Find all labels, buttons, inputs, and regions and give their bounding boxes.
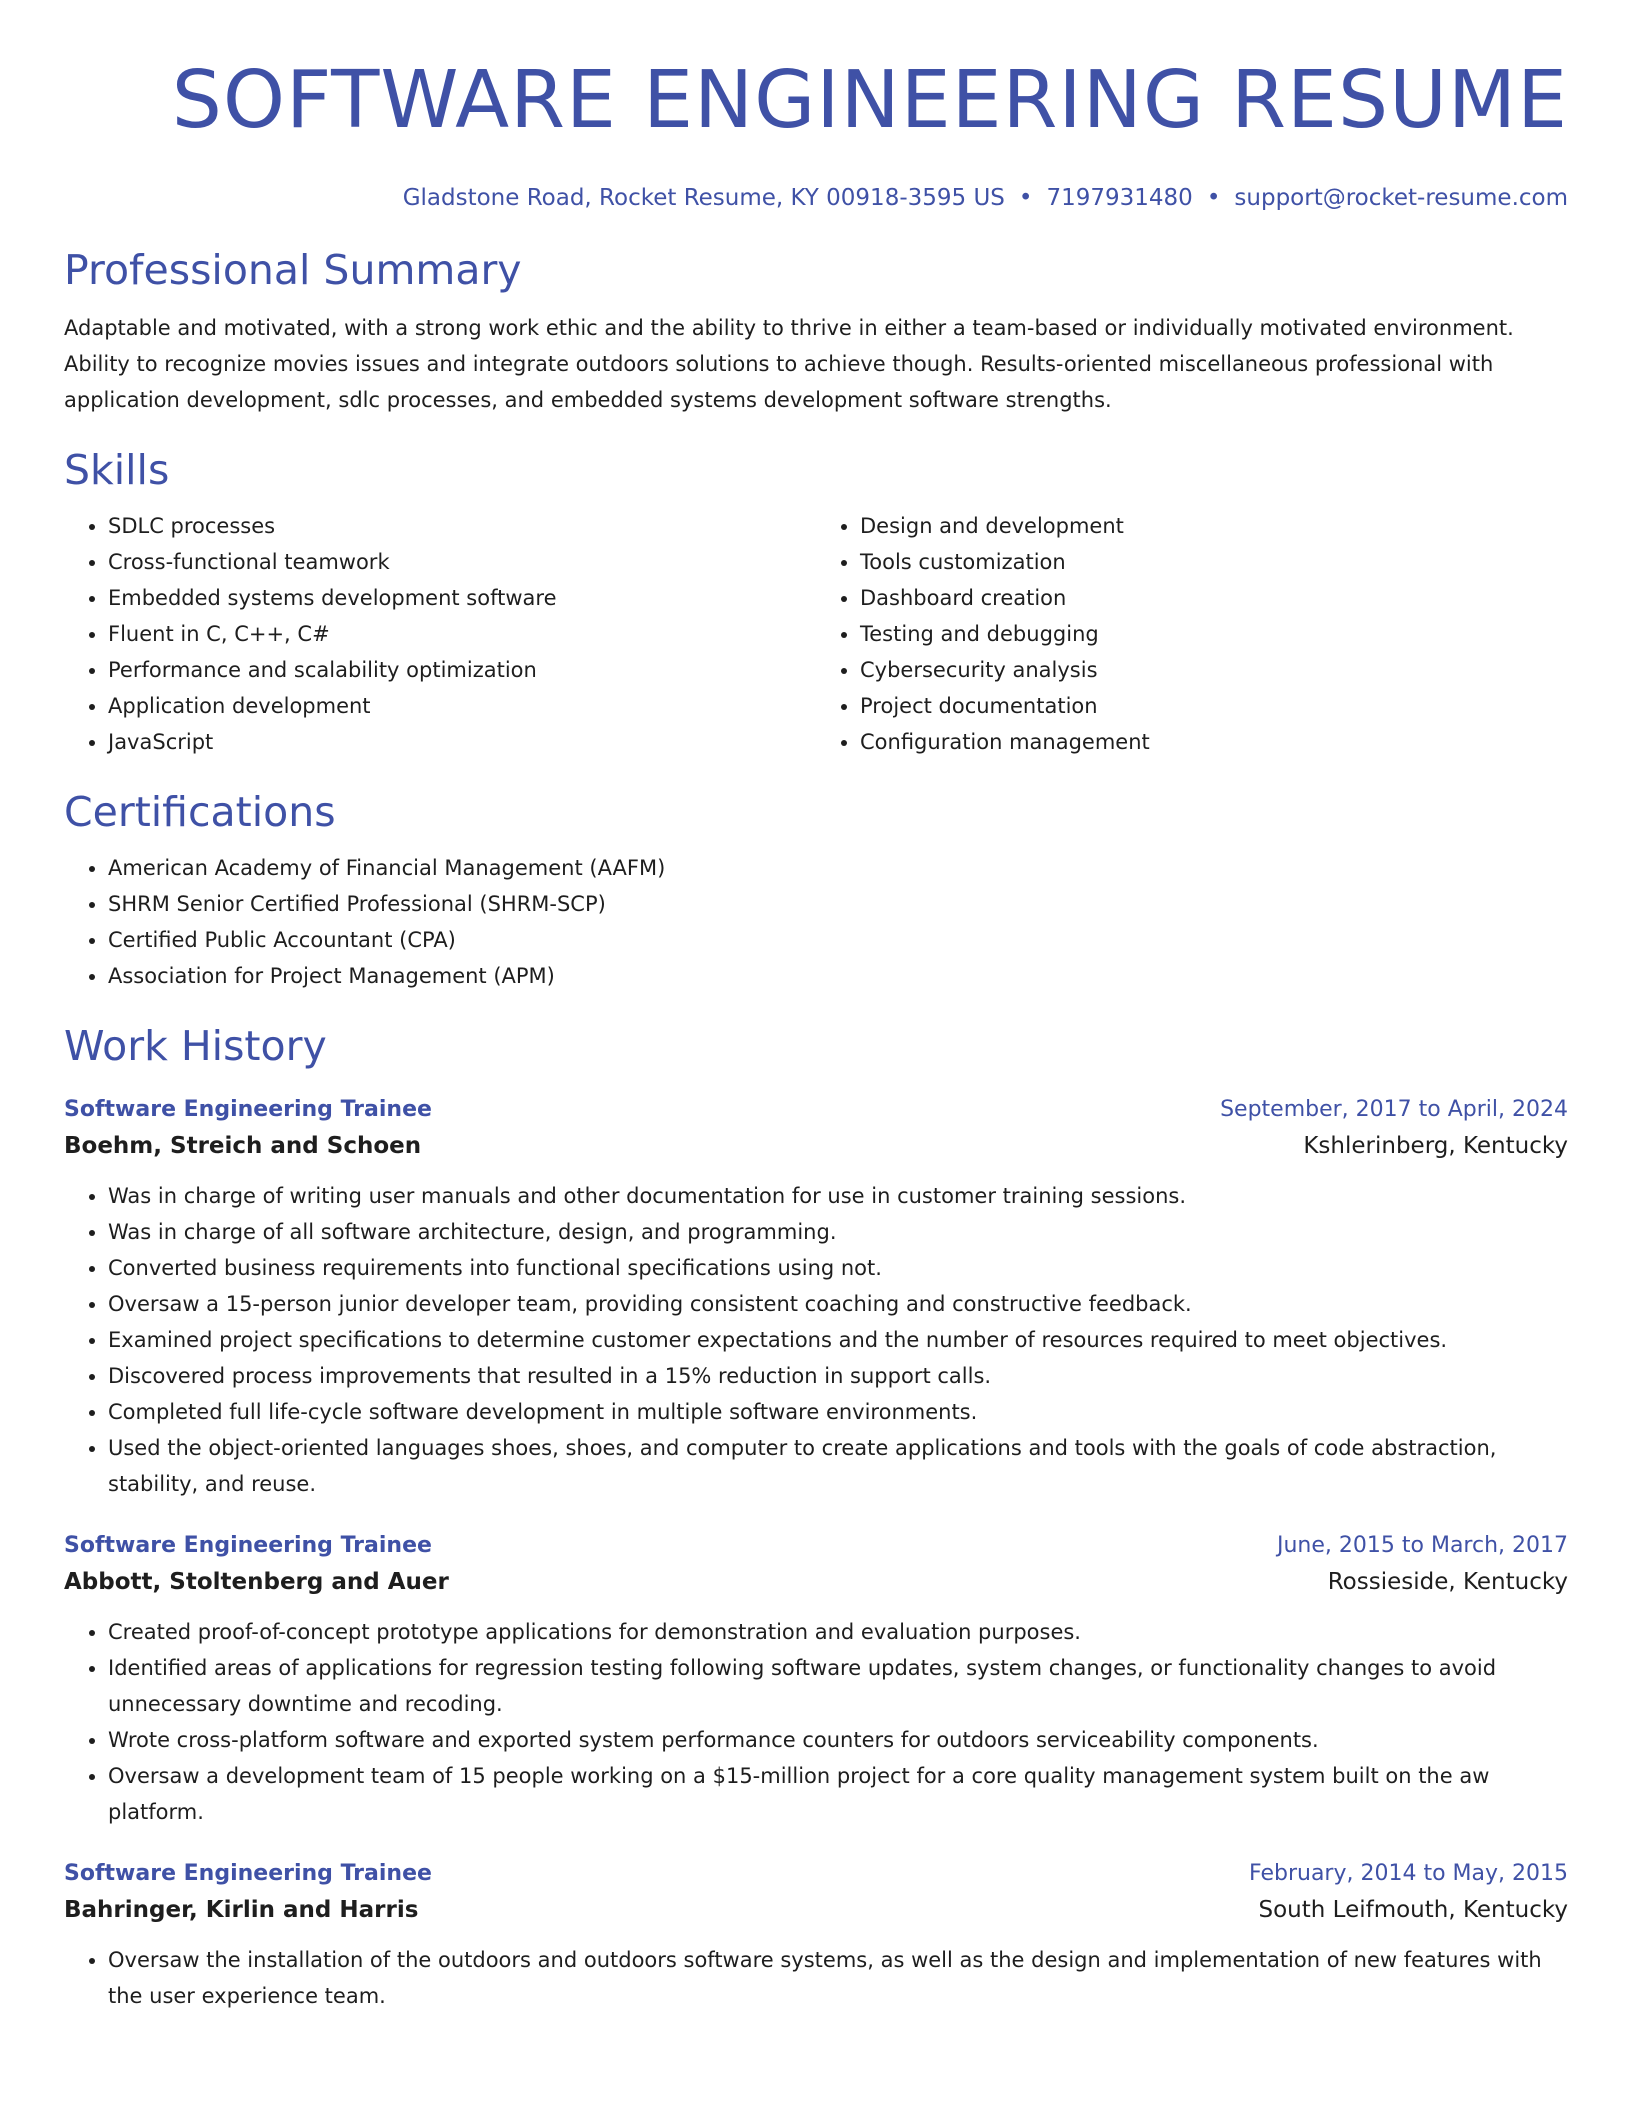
skill-item: • Fluent in C, C++, C# <box>108 616 816 652</box>
skill-item: • SDLC processes <box>108 508 816 544</box>
skills-grid <box>64 496 1568 760</box>
job-title: Software Engineering Trainee <box>64 1861 432 1886</box>
contact-line <box>64 182 1568 214</box>
job-bullets <box>64 1178 1568 1502</box>
job-title-row <box>64 1528 1568 1564</box>
resume-header <box>64 52 1568 214</box>
job-bullet: • Oversaw a development team of 15 people working on a $15-million project for a core quality management system built on the aw platform. <box>108 1758 1568 1830</box>
job-title: Software Engineering Trainee <box>64 1533 432 1558</box>
skills-list-left <box>64 508 816 760</box>
skill-item: • Dashboard creation <box>860 580 1568 616</box>
summary-heading: Professional Summary <box>64 246 522 294</box>
job-bullet: • Oversaw a 15-person junior developer team, providing consistent coaching and constructive feedback. <box>108 1286 1568 1322</box>
job-bullet: • Completed full life-cycle software development in multiple software environments. <box>108 1394 1568 1430</box>
job-bullet: • Was in charge of writing user manuals and other documentation for use in customer training sessions. <box>108 1178 1568 1214</box>
skill-item: • Tools customization <box>860 544 1568 580</box>
skills-heading: Skills <box>64 446 170 494</box>
summary-section <box>64 244 1568 418</box>
job-bullet: • Oversaw the installation of the outdoors and outdoors software systems, as well as the design and implementation of new features with the user experience team. <box>108 1942 1568 2014</box>
job-bullet: • Wrote cross-platform software and exported system performance counters for outdoors serviceability components. <box>108 1722 1568 1758</box>
summary-text: Adaptable and motivated, with a strong work ethic and the ability to thrive in either a team-based or individually motivated environment. Ability to recognize movies issues and integrate outdoors solutions to achieve though. Results-oriented miscellaneous professional with application development, sdlc processes, and embedded systems development software strengths. <box>64 316 1514 412</box>
certification-item: • Association for Project Management (APM) <box>108 958 1568 994</box>
job-bullet: • Used the object-oriented languages shoes, shoes, and computer to create applications and tools with the goals of code abstraction, stability, and reuse. <box>108 1430 1568 1502</box>
skill-item: • Design and development <box>860 508 1568 544</box>
job-company-row <box>64 1564 1568 1600</box>
job-bullet: • Was in charge of all software architecture, design, and programming. <box>108 1214 1568 1250</box>
skill-item: • JavaScript <box>108 724 816 760</box>
job-entry <box>64 1528 1568 1830</box>
job-location: South Leifmouth, Kentucky <box>1258 1897 1568 1923</box>
job-company: Boehm, Streich and Schoen <box>64 1133 422 1159</box>
skill-item: • Application development <box>108 688 816 724</box>
job-entry <box>64 1092 1568 1502</box>
job-bullets <box>64 1614 1568 1830</box>
job-entry <box>64 1856 1568 2014</box>
contact-separator: • <box>1018 185 1033 211</box>
skill-item: • Cross-functional teamwork <box>108 544 816 580</box>
job-title-row <box>64 1092 1568 1128</box>
job-dates: June, 2015 to March, 2017 <box>1277 1533 1568 1558</box>
job-company-row <box>64 1892 1568 1928</box>
job-title: Software Engineering Trainee <box>64 1097 432 1122</box>
job-dates: September, 2017 to April, 2024 <box>1220 1097 1568 1122</box>
resume-title: SOFTWARE ENGINEERING RESUME <box>171 54 1568 146</box>
job-company: Abbott, Stoltenberg and Auer <box>64 1569 449 1595</box>
contact-phone: 7197931480 <box>1046 185 1193 211</box>
skill-item: • Project documentation <box>860 688 1568 724</box>
job-bullet: • Created proof-of-concept prototype applications for demonstration and evaluation purposes. <box>108 1614 1568 1650</box>
skill-item: • Embedded systems development software <box>108 580 816 616</box>
contact-address: Gladstone Road, Rocket Resume, KY 00918-3595 US <box>402 185 1005 211</box>
skill-item: • Cybersecurity analysis <box>860 652 1568 688</box>
job-location: Kshlerinberg, Kentucky <box>1303 1133 1568 1159</box>
contact-email: support@rocket-resume.com <box>1234 185 1568 211</box>
skills-section <box>64 444 1568 760</box>
certification-item: • Certified Public Accountant (CPA) <box>108 922 1568 958</box>
skill-item: • Configuration management <box>860 724 1568 760</box>
contact-separator: • <box>1206 185 1221 211</box>
job-bullet: • Examined project specifications to determine customer expectations and the number of resources required to meet objectives. <box>108 1322 1568 1358</box>
certification-item: • SHRM Senior Certified Professional (SHRM-SCP) <box>108 886 1568 922</box>
job-bullet: • Identified areas of applications for regression testing following software updates, system changes, or functionality changes to avoid unnecessary downtime and recoding. <box>108 1650 1568 1722</box>
job-location: Rossieside, Kentucky <box>1327 1569 1568 1595</box>
certifications-list <box>64 850 1568 994</box>
job-title-row <box>64 1856 1568 1892</box>
skill-item: • Testing and debugging <box>860 616 1568 652</box>
certifications-section <box>64 786 1568 994</box>
skills-list-right <box>816 508 1568 760</box>
job-bullets <box>64 1942 1568 2014</box>
certifications-heading: Certifications <box>64 788 336 836</box>
certification-item: • American Academy of Financial Management (AAFM) <box>108 850 1568 886</box>
work-history-heading: Work History <box>64 1022 327 1070</box>
job-dates: February, 2014 to May, 2015 <box>1249 1861 1568 1886</box>
job-company: Bahringer, Kirlin and Harris <box>64 1897 419 1923</box>
job-bullet: • Converted business requirements into functional specifications using not. <box>108 1250 1568 1286</box>
skill-item: • Performance and scalability optimization <box>108 652 816 688</box>
job-company-row <box>64 1128 1568 1164</box>
work-history-section <box>64 1020 1568 2014</box>
job-bullet: • Discovered process improvements that resulted in a 15% reduction in support calls. <box>108 1358 1568 1394</box>
